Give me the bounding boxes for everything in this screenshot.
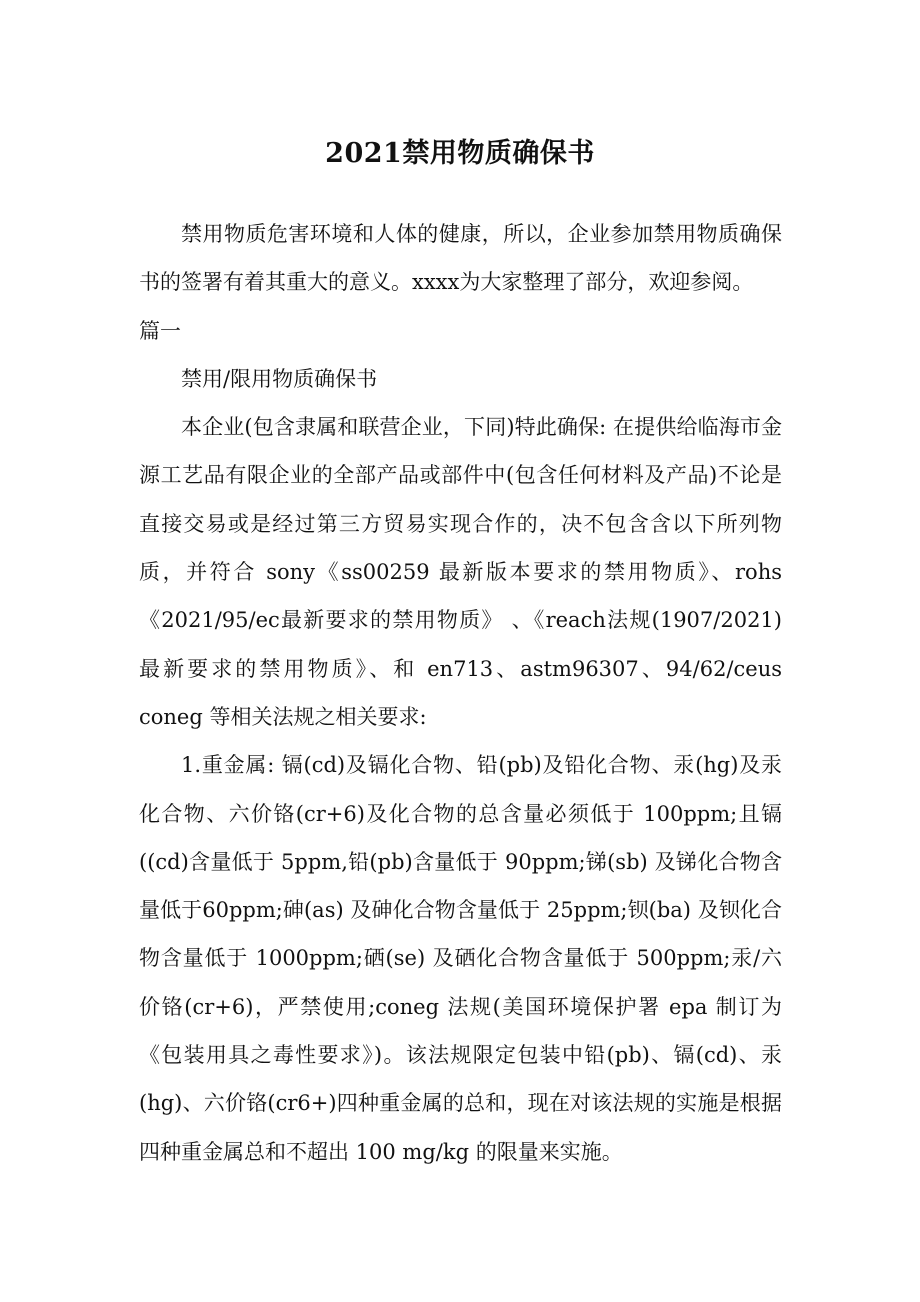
document-body — [139, 210, 782, 1176]
heavy-metal-paragraph: 1.重金属: 镉(cd)及镉化合物、铅(pb)及铅化合物、汞(hg)及汞化合物、六价铬(cr+6)及化合物的总含量必须低于 100ppm;且镉((cd)含量低于 5ppm,铅(pb)含量低于 90ppm;锑(sb) 及锑化合物含量低于60ppm;砷(as) 及砷化合物含量低于 25ppm;钡(ba) 及钡化合物含量低于 1000ppm;硒(se) 及硒化合物含量低于 500ppm;汞/六价铬(cr+6)，严禁使用;coneg 法规(美国环境保护署 epa 制订为《包装用具之毒性要求》)。该法规限定包装中铅(pb)、镉(cd)、汞(hg)、六价铬(cr6+)四种重金属的总和，现在对该法规的实施是根据四种重金属总和不超出 100 mg/kg 的限量来实施。 — [139, 753, 782, 1164]
intro-paragraph: 禁用物质危害环境和人体的健康，所以，企业参加禁用物质确保书的签署有着其重大的意义。xxxx为大家整理了部分，欢迎参阅。 — [139, 222, 782, 295]
section-heading: 篇一 — [139, 318, 181, 343]
guarantee-subtitle: 禁用/限用物质确保书 — [181, 366, 378, 391]
statement-paragraph: 本企业(包含隶属和联营企业，下同)特此确保: 在提供给临海市金源工艺品有限企业的全部产品或部件中(包含任何材料及产品)不论是直接交易或是经过第三方贸易实现合作的，决不包含含以下所列物质，并符合 sony《ss00259 最新版本要求的禁用物质》、rohs《2021/95/ec最新要求的禁用物质》 、《reach法规(1907/2021) 最新要求的禁用物质》、和 en713、astm96307、94/62/ceus coneg 等相关法规之相关要求: — [139, 415, 782, 729]
document-title: 2021禁用物质确保书 — [325, 138, 595, 170]
